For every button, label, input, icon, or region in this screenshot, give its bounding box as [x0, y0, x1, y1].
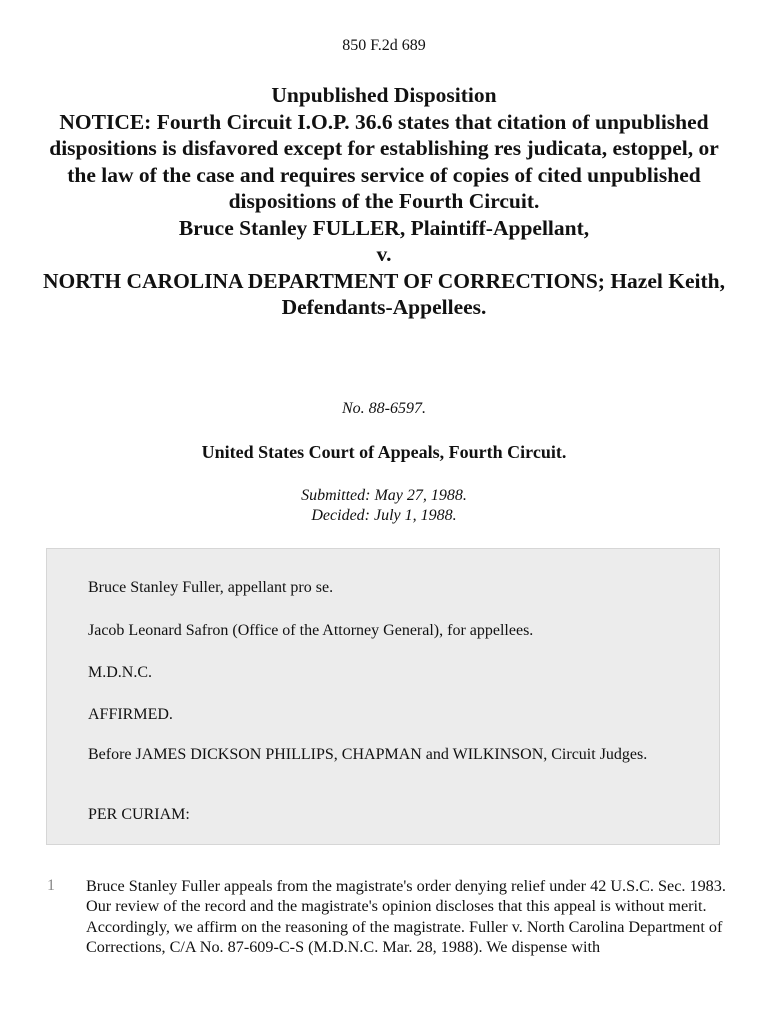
versus-label: v.: [376, 242, 392, 266]
case-citation: 850 F.2d 689: [342, 37, 426, 54]
paragraph-text: Bruce Stanley Fuller appeals from the magistrate's order denying relief under 42 U.S.C. Sec. 1983. Our review of the record and the magistrate's opinion discloses that this appeal is without merit. Accordingly, we affirm on the reasoning of the magistrate. Fuller v. North Carolina Department of Corrections, C/A No. 87-609-C-S (M.D.N.C. Mar. 28, 1988). We dispense with: [86, 877, 726, 957]
decided-date: Decided: July 1, 1988.: [311, 507, 457, 524]
submitted-date: Submitted: May 27, 1988.: [301, 487, 467, 504]
judges-panel: Before JAMES DICKSON PHILLIPS, CHAPMAN and WILKINSON, Circuit Judges.: [88, 746, 648, 763]
circuit-notice: NOTICE: Fourth Circuit I.O.P. 36.6 states that citation of unpublished dispositions is disfavored except for establishing res judicata, estoppel, or the law of the case and requires service of copies of cited unpublished dispositions of the Fourth Circuit.: [49, 109, 719, 213]
court-name: United States Court of Appeals, Fourth Circuit.: [201, 442, 567, 462]
appellee-counsel: Jacob Leonard Safron (Office of the Attorney General), for appellees.: [88, 622, 534, 639]
disposition: AFFIRMED.: [88, 706, 173, 723]
case-title-block: [40, 82, 728, 321]
appellees-role: Defendants-Appellees.: [281, 295, 487, 319]
paragraph-number: 1: [47, 877, 55, 894]
appellees-names: NORTH CAROLINA DEPARTMENT OF CORRECTIONS; Hazel Keith,: [43, 268, 725, 293]
district-court: M.D.N.C.: [88, 664, 153, 681]
docket-number: No. 88-6597.: [342, 400, 426, 417]
case-dates: [0, 486, 768, 526]
case-header-box: [46, 548, 720, 845]
appellant-counsel: Bruce Stanley Fuller, appellant pro se.: [88, 579, 334, 596]
appellant-name: Bruce Stanley FULLER, Plaintiff-Appellant,: [178, 215, 590, 240]
unpublished-heading: Unpublished Disposition: [271, 83, 497, 107]
per-curiam-label: PER CURIAM:: [88, 806, 190, 823]
